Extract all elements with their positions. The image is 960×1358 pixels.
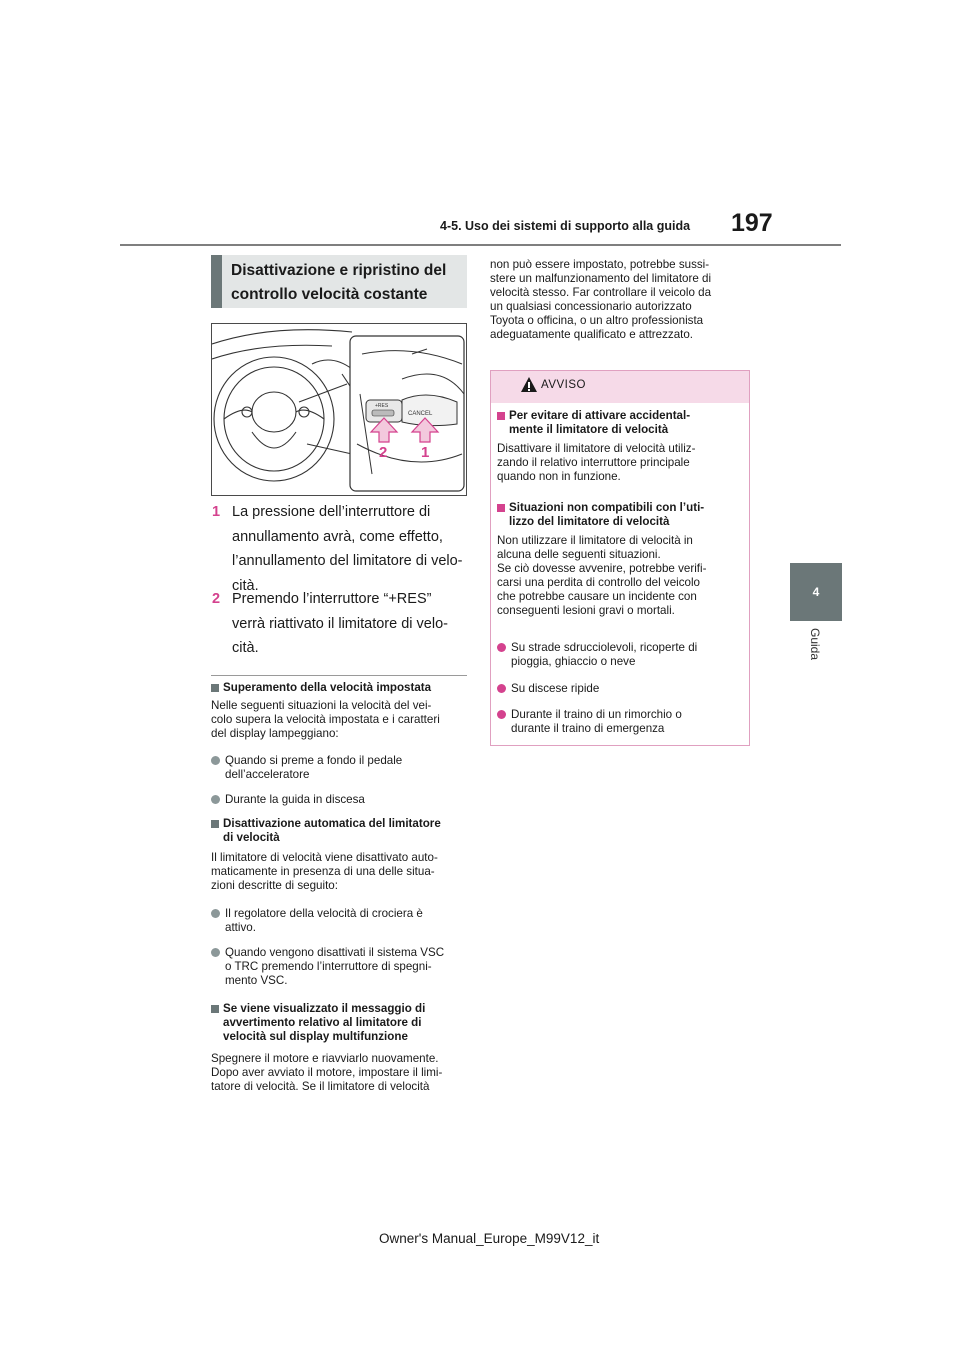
step-2 — [212, 587, 467, 661]
warning-paragraph-2: Non utilizzare il limitatore di velocità in alcuna delle seguenti situazioni. Se ciò dovesse avvenire, potrebbe verifi- carsi una perdita di controllo del veicolo che potrebbe causare un incidente con conseguenti lesioni gravi o mortali. — [497, 534, 707, 617]
warning-triangle-icon — [520, 376, 538, 394]
section-title-box — [211, 255, 467, 308]
square-bullet-icon — [497, 504, 505, 512]
steering-wheel-drawing — [212, 324, 466, 495]
section-header-title: 4-5. Uso dei sistemi di supporto alla guida — [440, 219, 691, 233]
circle-bullet-icon — [211, 756, 220, 765]
header-divider — [120, 244, 841, 246]
page-number: 197 — [731, 209, 773, 237]
chapter-tab — [790, 563, 842, 621]
square-bullet-icon — [211, 820, 219, 828]
paragraph-messaggio: Spegnere il motore e riavviarlo nuovamente. Dopo aver avviato il motore, impostare il limi- tatore di velocità. Se il limitatore di velocità — [211, 1052, 443, 1093]
chapter-number: 4 — [812, 585, 820, 599]
section-title-line-2: controllo velocità costante — [231, 286, 428, 303]
circle-bullet-icon — [211, 948, 220, 957]
chapter-label: Guida — [808, 628, 822, 661]
step-line: Premendo l’interruttore “+RES” — [232, 591, 432, 607]
warning-box: AVVISO Per evitare di attivare accidental- mente il limitatore di velocità Disattivare il limitatore di velocità utiliz- zando il relativo interruttore principale quando non in funzione. Situazioni non compatibili con l’uti- lizzo del limitatore di velocità Non utilizzare il limitatore di velocità in alcuna delle seguenti situazioni. Se ciò dovesse avvenire, potrebbe verifi- carsi una perdita di controllo del veicolo che potrebbe causare un incidente con conseguenti lesioni gravi o mortali. Su strade sdrucciolevoli, ricoperte di pioggia, ghiaccio o neve Su discese ripide Durante il traino di un rimorchio o durante il traino di emergenza — [490, 370, 750, 746]
square-bullet-icon — [211, 684, 219, 692]
warning-header — [491, 371, 749, 403]
paragraph-superamento: Nelle seguenti situazioni la velocità del vei- colo supera la velocità impostata e i caratteri del display lampeggiano: — [211, 699, 440, 740]
step-line: verrà riattivato il limitatore di velo- — [232, 615, 448, 632]
circle-bullet-icon — [211, 795, 220, 804]
warning-paragraph-1: Disattivare il limitatore di velocità utiliz- zando il relativo interruttore principale quando non in funzione. — [497, 442, 696, 483]
circle-bullet-icon — [497, 710, 506, 719]
circle-bullet-icon — [497, 643, 506, 652]
steering-wheel-illustration — [211, 323, 467, 496]
section-title-line-1: Disattivazione e ripristino del — [231, 262, 447, 279]
section-divider — [211, 675, 467, 676]
step-number: 2 — [212, 591, 221, 607]
step-1 — [212, 500, 467, 598]
cancel-button-label: CANCEL — [408, 411, 433, 417]
step-line: cità. — [232, 577, 259, 594]
paragraph-continuation: non può essere impostato, potrebbe sussi- stere un malfunzionamento del limitatore di velocità stesso. Far controllare il veicolo da un qualsiasi concessionario autorizzato Toyota o officina, o un altro professionista adeguatamente qualificato e attrezzato. — [490, 258, 712, 341]
step-line: cità. — [232, 640, 259, 656]
step-line: La pressione dell’interruttore di — [232, 504, 431, 520]
callout-1: 1 — [421, 444, 430, 461]
circle-bullet-icon — [497, 684, 506, 693]
paragraph-disattivazione: Il limitatore di velocità viene disattivato auto- maticamente in presenza di una delle situa- zioni descritte di seguito: — [211, 851, 438, 892]
step-line: annullamento avrà, come effetto, — [232, 528, 443, 545]
step-number: 1 — [212, 504, 221, 520]
res-button-label: +RES — [375, 403, 389, 409]
circle-bullet-icon — [211, 909, 220, 918]
step-line: l’annullamento del limitatore di velo- — [232, 553, 463, 569]
callout-2: 2 — [379, 444, 388, 461]
footer-manual-id: Owner's Manual_Europe_M99V12_it — [379, 1231, 600, 1246]
square-bullet-icon — [497, 412, 505, 420]
square-bullet-icon — [211, 1005, 219, 1013]
warning-label: AVVISO — [541, 379, 586, 391]
